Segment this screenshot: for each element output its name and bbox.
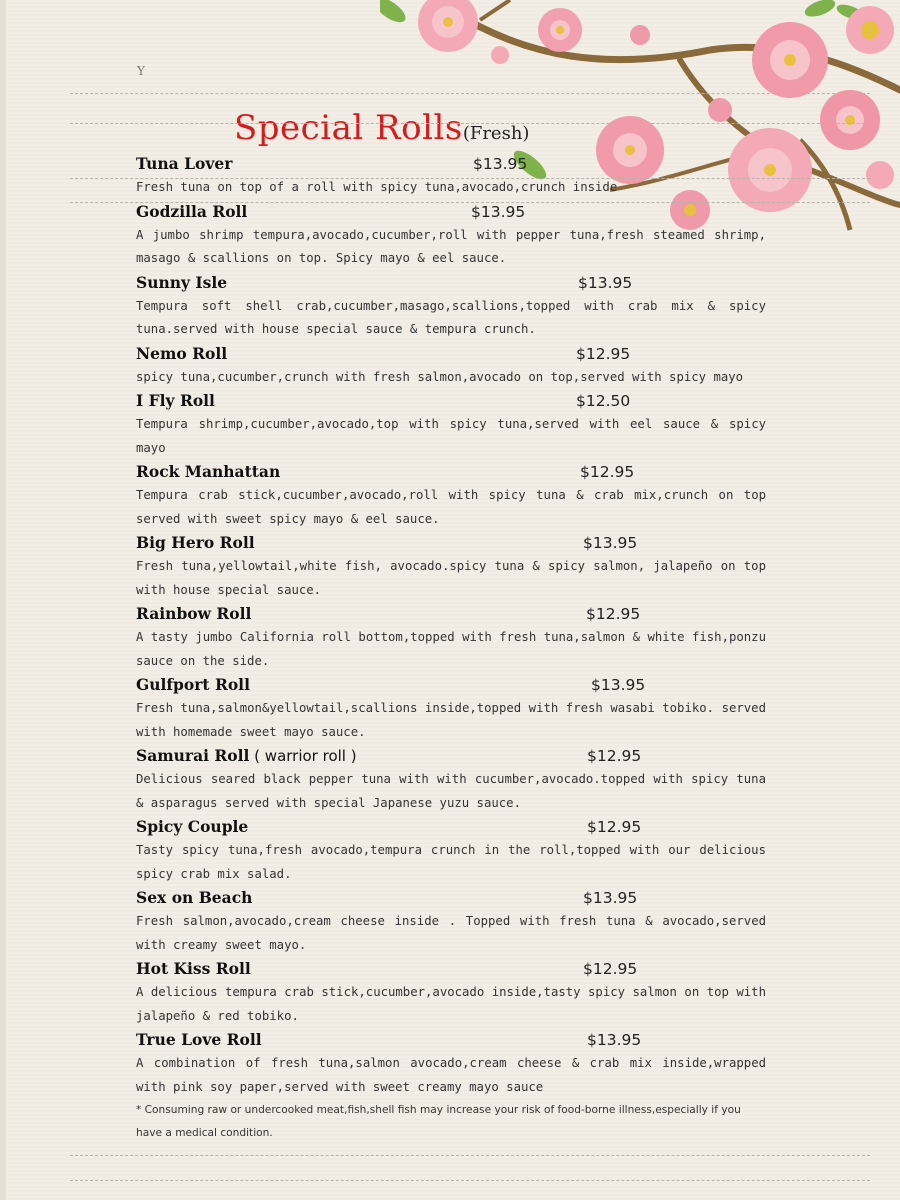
menu-item bbox=[136, 1028, 766, 1099]
divider-rule bbox=[70, 1155, 870, 1156]
item-description: spicy tuna,cucumber,crunch with fresh salmon,avocado on top,served with spicy mayo bbox=[136, 369, 744, 384]
item-name: I Fly Roll bbox=[136, 391, 215, 410]
item-price: $12.50 bbox=[576, 392, 631, 410]
item-price: $13.95 bbox=[583, 889, 638, 907]
item-name: Gulfport Roll bbox=[136, 675, 250, 694]
menu-item bbox=[136, 531, 766, 602]
item-name: True Love Roll bbox=[136, 1030, 262, 1049]
divider-rule bbox=[70, 123, 870, 124]
item-name: Samurai Roll ( warrior roll ) bbox=[136, 746, 357, 765]
item-description: Fresh tuna,salmon&yellowtail,scallions inside,topped with fresh wasabi tobiko. served with homemade sweet mayo sauce. bbox=[136, 701, 766, 739]
item-price: $12.95 bbox=[587, 818, 642, 836]
corner-mark: Y bbox=[137, 64, 145, 78]
item-name: Nemo Roll bbox=[136, 343, 228, 363]
item-description: Tempura soft shell crab,cucumber,masago,scallions,topped with crab mix & spicy tuna.served with house special sauce & tempura crunch. bbox=[136, 298, 766, 336]
item-price: $13.95 bbox=[471, 202, 526, 221]
item-price: $13.95 bbox=[473, 155, 528, 173]
item-price: $12.95 bbox=[587, 747, 642, 765]
menu-item bbox=[136, 957, 766, 1028]
menu-item bbox=[136, 389, 766, 460]
item-name-note: ( warrior roll ) bbox=[249, 747, 357, 765]
title-sub: (Fresh) bbox=[462, 123, 530, 144]
item-name: Hot Kiss Roll bbox=[136, 959, 251, 978]
item-price: $13.95 bbox=[587, 1031, 642, 1049]
item-description: Fresh tuna on top of a roll with spicy tuna,avocado,crunch inside bbox=[136, 180, 618, 194]
item-name: Rock Manhattan bbox=[136, 462, 281, 481]
item-price: $13.95 bbox=[591, 676, 646, 694]
item-price: $12.95 bbox=[576, 344, 631, 363]
item-price: $12.95 bbox=[586, 605, 641, 623]
page-edge bbox=[0, 0, 6, 1200]
divider-rule bbox=[70, 1180, 870, 1181]
item-name: Tuna Lover bbox=[136, 154, 233, 173]
menu-item bbox=[136, 342, 766, 390]
divider-rule bbox=[70, 93, 870, 94]
item-name: Sex on Beach bbox=[136, 888, 253, 907]
menu-item bbox=[136, 460, 766, 531]
item-price: $12.95 bbox=[583, 960, 638, 978]
item-name: Godzilla Roll bbox=[136, 201, 248, 221]
menu-item bbox=[136, 271, 766, 342]
menu-item bbox=[136, 815, 766, 886]
title-main: Special Rolls bbox=[234, 108, 463, 148]
item-description: Delicious seared black pepper tuna with with cucumber,avocado.topped with spicy tuna & asparagus served with special Japanese yuzu sauce. bbox=[136, 772, 766, 810]
health-disclaimer: * Consuming raw or undercooked meat,fish,shell fish may increase your risk of food-borne illness,especially if you have a medical condition. bbox=[136, 1104, 741, 1139]
menu-item bbox=[136, 744, 766, 815]
menu-item bbox=[136, 673, 766, 744]
item-description: Tempura crab stick,cucumber,avocado,roll with spicy tuna & crab mix,crunch on top served with sweet spicy mayo & eel sauce. bbox=[136, 488, 766, 526]
item-description: Tempura shrimp,cucumber,avocado,top with spicy tuna,served with eel sauce & spicy mayo bbox=[136, 417, 766, 455]
item-description: Fresh tuna,yellowtail,white fish, avocado.spicy tuna & spicy salmon, jalapeño on top with house special sauce. bbox=[136, 559, 766, 597]
item-description: A tasty jumbo California roll bottom,topped with fresh tuna,salmon & white fish,ponzu sauce on the side. bbox=[136, 630, 766, 668]
item-description: A delicious tempura crab stick,cucumber,avocado inside,tasty spicy salmon on top with jalapeño & red tobiko. bbox=[136, 985, 766, 1023]
page-title bbox=[234, 108, 529, 148]
item-name: Sunny Isle bbox=[136, 272, 228, 292]
item-price: $13.95 bbox=[583, 534, 638, 552]
menu-list bbox=[136, 152, 766, 1145]
item-name: Rainbow Roll bbox=[136, 604, 252, 623]
menu-item bbox=[136, 200, 766, 271]
item-name: Big Hero Roll bbox=[136, 533, 255, 552]
item-price: $12.95 bbox=[580, 463, 635, 481]
menu-item bbox=[136, 152, 766, 200]
menu-item bbox=[136, 886, 766, 957]
item-description: A jumbo shrimp tempura,avocado,cucumber,roll with pepper tuna,fresh steamed shrimp, masago & scallions on top. Spicy mayo & eel sauce. bbox=[136, 227, 766, 265]
item-description: A combination of fresh tuna,salmon avocado,cream cheese & crab mix inside,wrapped with pink soy paper,served with sweet creamy mayo sauce bbox=[136, 1056, 766, 1094]
item-description: Tasty spicy tuna,fresh avocado,tempura crunch in the roll,topped with our delicious spicy crab mix salad. bbox=[136, 843, 766, 881]
item-name: Spicy Couple bbox=[136, 817, 249, 836]
item-description: Fresh salmon,avocado,cream cheese inside . Topped with fresh tuna & avocado,served with creamy sweet mayo. bbox=[136, 914, 766, 952]
menu-item bbox=[136, 602, 766, 673]
item-price: $13.95 bbox=[578, 273, 633, 292]
